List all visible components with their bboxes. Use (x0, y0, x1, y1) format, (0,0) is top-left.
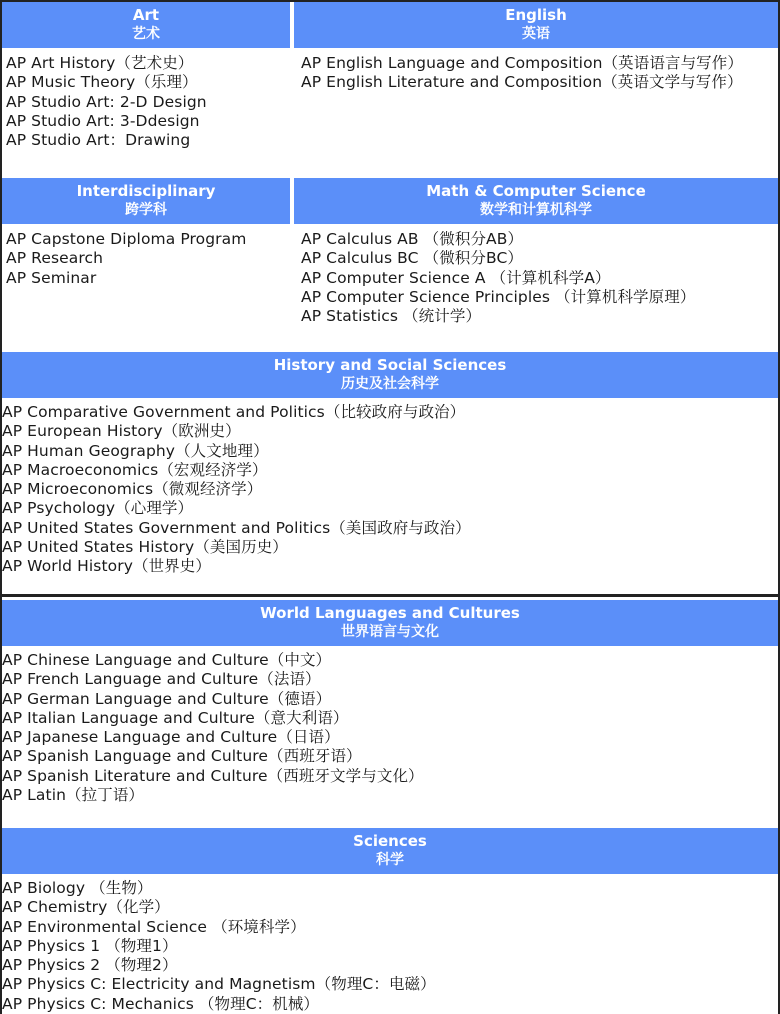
list-item: AP Statistics （统计学） (301, 307, 482, 326)
list-item: AP Art History（艺术史） (6, 54, 194, 72)
history-header (2, 352, 778, 398)
math-cs-course-list (301, 230, 695, 326)
list-item: AP English Language and Composition（英语语言与写作） (301, 54, 743, 72)
languages-subtitle: 世界语言与文化 (341, 624, 439, 640)
list-item: AP Chemistry（化学） (2, 898, 170, 917)
list-item: AP Studio Art: 2-D Design (6, 92, 207, 111)
languages-header (2, 600, 778, 646)
interdisciplinary-course-list (6, 230, 246, 288)
list-item: AP Physics 2 （物理2） (2, 956, 178, 975)
history-section (2, 352, 778, 594)
list-item: AP Spanish Literature and Culture（西班牙文学与文化） (2, 766, 424, 785)
list-item: AP Macroeconomics（宏观经济学） (2, 460, 268, 479)
history-course-list (2, 403, 778, 577)
list-item: AP Research (6, 249, 104, 268)
sciences-title: Sciences (353, 832, 427, 850)
list-item: AP French Language and Culture（法语） (2, 670, 321, 689)
english-header (294, 2, 778, 48)
list-item: AP Studio Art：Drawing (6, 131, 191, 150)
list-item: AP Music Theory（乐理） (6, 73, 198, 92)
sciences-header (2, 828, 778, 874)
languages-section (2, 600, 778, 828)
list-item: AP German Language and Culture（德语） (2, 689, 332, 708)
list-item: AP Human Geography（人文地理） (2, 441, 269, 460)
list-item: AP Biology （生物） (2, 879, 153, 897)
sciences-course-list (2, 879, 778, 1014)
art-header (2, 2, 290, 48)
list-item: AP Physics 1 （物理1） (2, 936, 178, 955)
languages-course-list (2, 651, 778, 805)
math-cs-header (294, 178, 778, 224)
interdisciplinary-header (2, 178, 290, 224)
list-item: AP Capstone Diploma Program (6, 230, 247, 248)
math-cs-title: Math & Computer Science (426, 182, 646, 200)
list-item: AP European History（欧洲史） (2, 422, 241, 441)
interdisciplinary-math-section (2, 178, 778, 352)
sciences-section (2, 828, 778, 1014)
list-item: AP Japanese Language and Culture（日语） (2, 728, 340, 747)
list-item: AP Comparative Government and Politics（比较政府与政治） (2, 403, 466, 421)
list-item: AP Chinese Language and Culture（中文） (2, 651, 332, 669)
history-subtitle: 历史及社会科学 (341, 376, 439, 392)
interdisciplinary-title: Interdisciplinary (76, 182, 216, 200)
section-divider (2, 594, 778, 597)
list-item: AP Microeconomics（微观经济学） (2, 480, 263, 499)
english-course-list (301, 54, 743, 93)
list-item: AP World History（世界史） (2, 557, 211, 576)
list-item: AP Calculus AB （微积分AB） (301, 230, 524, 248)
list-item: AP Seminar (6, 268, 97, 287)
languages-title: World Languages and Cultures (260, 604, 520, 622)
list-item: AP Psychology（心理学） (2, 499, 194, 518)
history-title: History and Social Sciences (273, 356, 507, 374)
art-subtitle: 艺术 (132, 26, 160, 42)
list-item: AP Physics C: Electricity and Magnetism（物理C：电磁） (2, 975, 436, 994)
art-title: Art (132, 6, 160, 24)
list-item: AP Environmental Science （环境科学） (2, 917, 306, 936)
english-title: English (505, 6, 567, 24)
list-item: AP Studio Art: 3-Ddesign (6, 111, 200, 130)
list-item: AP English Literature and Composition（英语文学与写作） (301, 73, 743, 92)
list-item: AP Computer Science A （计算机科学A） (301, 268, 611, 287)
list-item: AP Calculus BC （微积分BC） (301, 249, 523, 268)
sciences-subtitle: 科学 (376, 852, 404, 868)
list-item: AP United States History（美国历史） (2, 538, 288, 557)
english-subtitle: 英语 (522, 26, 550, 42)
art-english-section (2, 2, 778, 178)
list-item: AP Computer Science Principles （计算机科学原理） (301, 287, 696, 306)
list-item: AP Spanish Language and Culture（西班牙语） (2, 747, 362, 766)
interdisciplinary-subtitle: 跨学科 (125, 202, 167, 218)
list-item: AP United States Government and Politics（美国政府与政治） (2, 518, 471, 537)
list-item: AP Latin（拉丁语） (2, 786, 145, 805)
math-cs-subtitle: 数学和计算机科学 (480, 202, 592, 218)
list-item: AP Italian Language and Culture（意大利语） (2, 708, 349, 727)
list-item: AP Physics C: Mechanics （物理C：机械） (2, 994, 320, 1013)
art-course-list (6, 54, 207, 150)
